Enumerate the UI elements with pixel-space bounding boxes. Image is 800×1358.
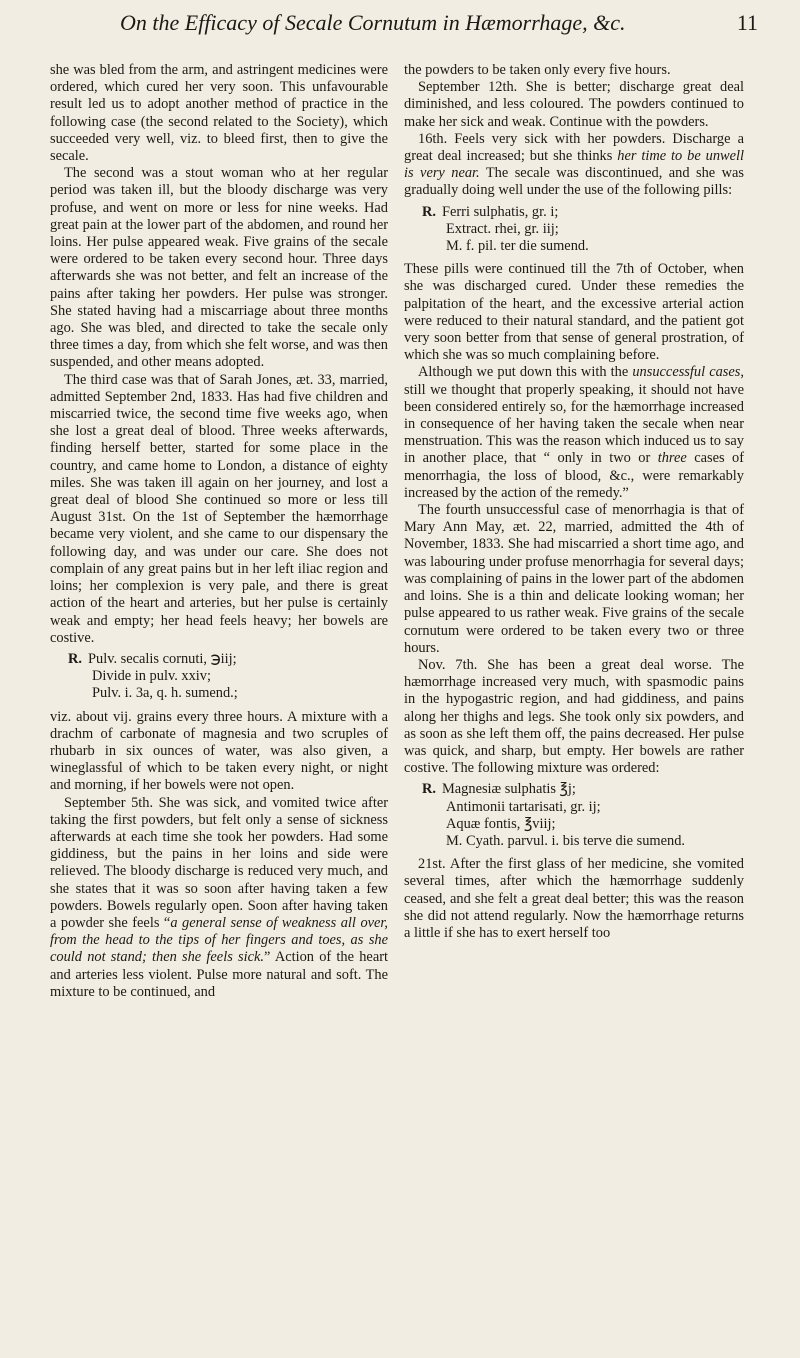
italic-text: unsuccessful cases (632, 364, 741, 381)
running-title: On the Efficacy of Secale Cornutum in Hæmorrhage, &c. (120, 10, 626, 35)
italic-text: her time to be unwell is very near. (404, 148, 745, 182)
recipe-symbol: R. (422, 203, 436, 220)
prescription-line: M. f. pil. ter die sumend. (446, 238, 589, 255)
prescription-line (50, 651, 388, 668)
prescription-line (404, 781, 744, 798)
prescription (404, 781, 744, 850)
page-header (0, 10, 800, 54)
paragraph: These pills were continued till the 7th of October, when she was discharged cured. Under these remedies the palpitation of the heart, and the excessive arterial action were reduced to their natural standard, and the patient got very soon better from that sense of general prostration, of which she was so much complaining before. (404, 261, 744, 364)
paragraph: The fourth unsuccessful case of menorrhagia is that of Mary Ann May, æt. 22, married, admitted the 4th of November, 1833. She had miscarried a short time ago, and was labouring under profuse menorrhagia for several days; was complaining of pains in the lower part of the abdomen and loins. She is a thin and delicate looking woman; her pulse appeared to us rather weak. Five grains of the secale cornutum were ordered to be taken every two or three hours. (404, 502, 744, 656)
left-column (50, 62, 388, 1001)
text-run: Although we put down this with the (418, 364, 633, 381)
prescription (404, 204, 744, 256)
prescription-line: Extract. rhei, gr. iij; (446, 220, 559, 237)
prescription-line: Divide in pulv. xxiv; (92, 668, 211, 685)
paragraph: the powders to be taken only every five hours. (404, 62, 671, 78)
text-run: cases of menorrhagia, the loss of blood, &c., were remarkably increased by the action of the remedy.” (404, 450, 745, 501)
paragraph: 21st. After the first glass of her medicine, she vomited several times, after which the hæmorrhage suddenly ceased, and she felt a great deal better; this was the reason she did not attend regularly. Now the hæmorrhage returns a little if she has to exert herself too (404, 856, 744, 941)
prescription-text: Pulv. secalis cornuti, ℈iij; (88, 650, 237, 667)
paragraph: The second was a stout woman who at her regular period was taken ill, but the bloody discharge was very profuse, and went on more or less for nine weeks. Had great pain at the lower part of the abdomen, and round her loins. Her pulse appeared weak. Five grains of the secale were ordered to be taken every second hour. Three days afterwards she was not better, and felt an increase of the pains after taking her powders. Her pulse was stronger. She stated having had a miscarriage about three months ago. She was bled, and directed to take the secale only three times a day, from which she felt worse, and was then suspended, and other means adopted. (50, 165, 388, 371)
paragraph: Nov. 7th. She has been a great deal worse. The hæmorrhage increased very much, with spasmodic pains in the hypogastric region, and had giddiness, and pains along her thighs and legs. She took only six powders, and as soon as she left them off, the pains decreased. Her pulse was quick, and sharp, but empty. Her bowels are rather costive. The following mixture was ordered: (404, 656, 744, 777)
text-run: , still we thought that properly speaking, it should not have been considered entirely so, for the hæmorrhage increased in consequence of her having taken the secale when near menstruation. This was the reason which induced us to say in another place, that “ only in two or (404, 364, 745, 467)
prescription (50, 651, 388, 703)
text-run: The secale was discontinued, and she was gradually doing well under the use of the following pills: (404, 165, 745, 199)
text-run: 16th. Feels very sick with her powders. Discharge a great deal increased; but she thinks (404, 130, 744, 165)
text-run: September 5th. She was sick, and vomited twice after taking the first powders, but felt only a sense of sickness afterwards at each time she took her powders. Had some giddiness, but the pains in her loins and side were relieved. The bloody discharge is reduced very much, and she states that it was so soon after having taken a few powders. Bowels regularly open. Soon after having taken a powder she feels “ (50, 794, 388, 931)
paragraph (404, 131, 744, 200)
prescription-line: Antimonii tartarisati, gr. ij; (446, 798, 601, 815)
italic-text: three (657, 450, 687, 467)
recipe-symbol: R. (68, 650, 82, 667)
page-number: 11 (736, 10, 758, 35)
recipe-symbol: R. (422, 781, 436, 798)
paragraph (50, 795, 388, 1001)
prescription-line: Pulv. i. 3a, q. h. sumend.; (92, 685, 238, 702)
prescription-line: Aquæ fontis, ℥viij; (446, 815, 556, 832)
paragraph: viz. about vij. grains every three hours. A mixture with a drachm of carbonate of magnesia and two scruples of rhubarb in six ounces of water, was also given, a wineglassful of which to be taken every night, or night and morning, if her bowels were not open. (50, 708, 388, 794)
text-run: ” Action of the heart and arteries less violent. Pulse more natural and soft. The mixture to be continued, and (50, 949, 388, 1000)
right-column (404, 62, 744, 942)
paragraph (404, 364, 744, 502)
paragraph: she was bled from the arm, and astringent medicines were ordered, which cured her very soon. This unfavourable result led us to adopt another method of practice in the following case (the second related to the Society), which succeeded very well, viz. to bleed first, then to give the secale. (50, 62, 388, 165)
paragraph: The third case was that of Sarah Jones, æt. 33, married, admitted September 2nd, 1833. Has had five children and miscarried twice, the second time five weeks ago, when she lost a great deal of blood. Three weeks afterwards, finding herself better, started for some place in the country, and came home to London, a distance of eighty miles. She was taken ill again on her journey, and lost a great deal of blood She continued so more or less till August 31st. On the 1st of September the hæmorrhage became very violent, and she came to our dispensary the following day, and was under our care. She does not complain of any great pains but in her left iliac region and loins; her complexion is very pale, and there is great action of the heart and arteries, but her pulse is certainly weak and empty; her head feels heavy; her bowels are costive. (50, 371, 388, 646)
prescription-line: M. Cyath. parvul. i. bis terve die sumend. (446, 832, 686, 849)
prescription-text: Magnesiæ sulphatis ℥j; (442, 781, 576, 798)
prescription-line (404, 204, 744, 221)
paragraph: September 12th. She is better; discharge great deal diminished, and less coloured. The powders continued to make her sick and weak. Continue with the powders. (404, 79, 744, 130)
prescription-text: Ferri sulphatis, gr. i; (442, 203, 559, 220)
quoted-italic-text: a general sense of weakness all over, from the head to the tips of her fingers and toes, as she could not stand; then she feels sick. (50, 914, 389, 966)
